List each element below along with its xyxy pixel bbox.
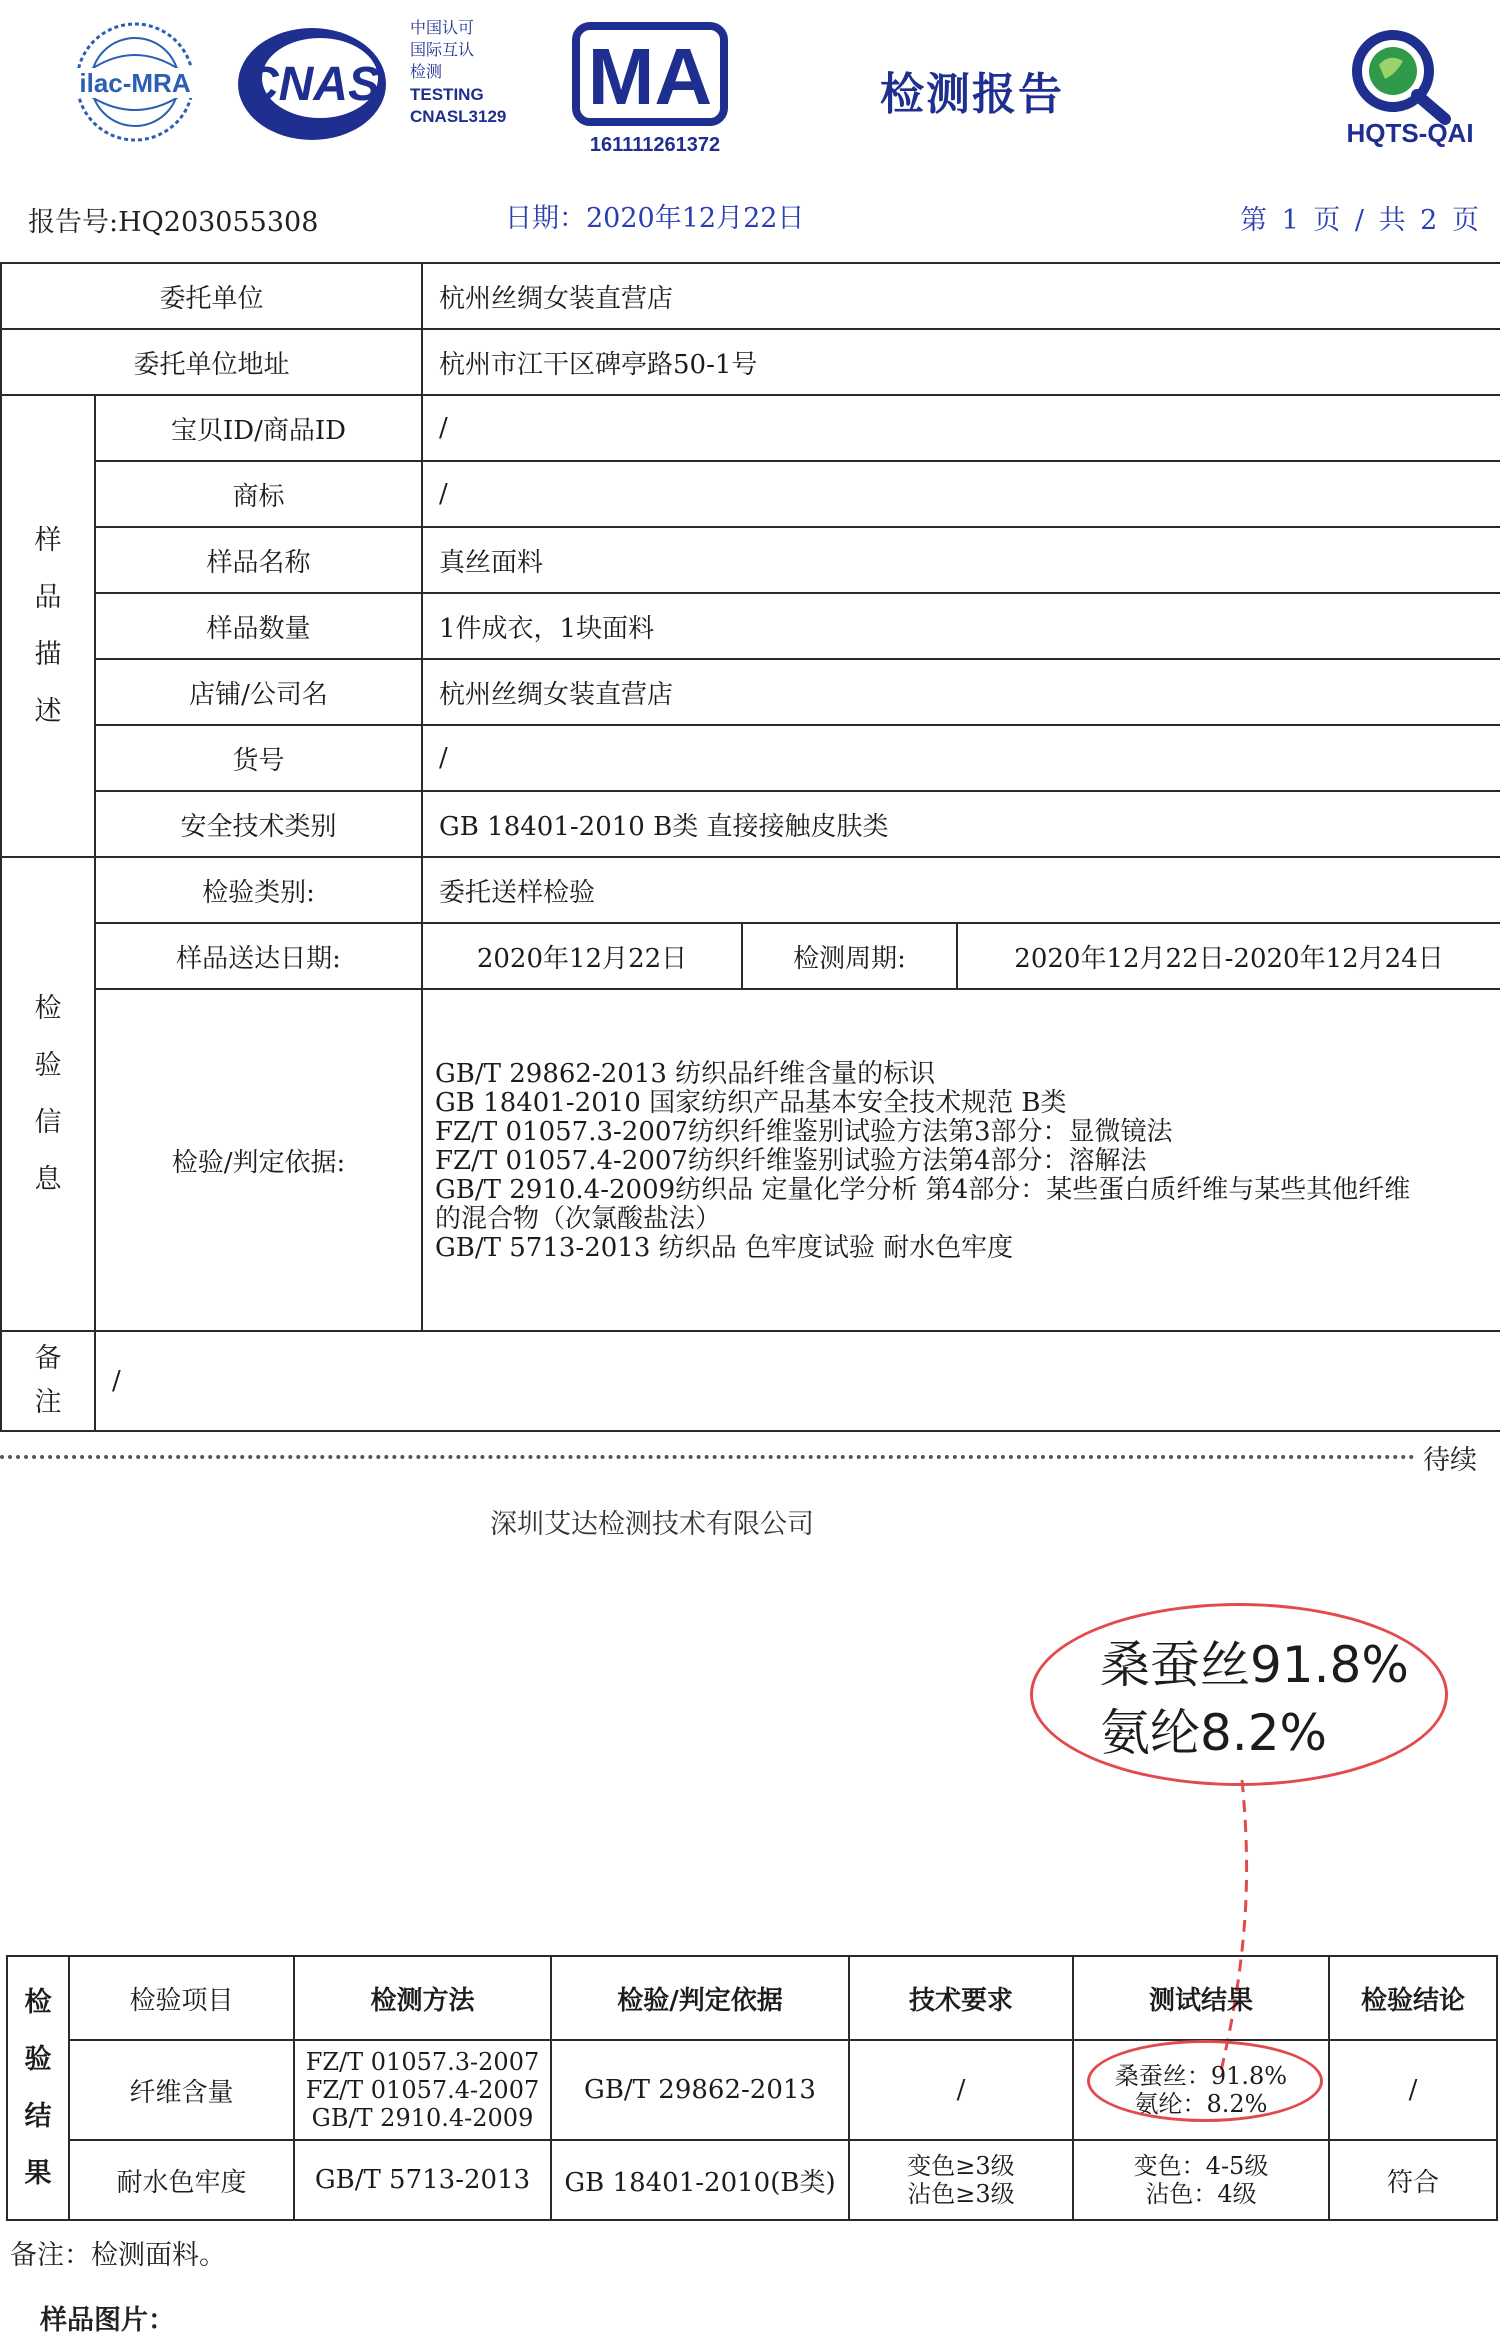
results-remark: 备注：检测面料。 xyxy=(10,2240,226,2271)
svg-text:MA: MA xyxy=(587,32,713,121)
result-basis: GB 18401-2010(B类) xyxy=(551,2140,849,2220)
basis-line: GB/T 29862-2013 纺织品纤维含量的标识 xyxy=(435,1059,936,1089)
header-method: 检测方法 xyxy=(294,1956,551,2040)
result-conclusion: 符合 xyxy=(1329,2140,1497,2220)
basis-line: FZ/T 01057.4-2007纺织纤维鉴别试验方法第4部分：溶解法 xyxy=(435,1146,1147,1176)
sample-field-value: GB 18401-2010 B类 直接接触皮肤类 xyxy=(422,791,1500,857)
result-basis: GB/T 29862-2013 xyxy=(551,2040,849,2140)
result-item: 纤维含量 xyxy=(69,2040,294,2140)
form-row xyxy=(1,329,1500,395)
basis-line: GB 18401-2010 国家纺织产品基本安全技术规范 B类 xyxy=(435,1088,1067,1118)
form-row xyxy=(1,263,1500,329)
sample-group-label: 样品描述 xyxy=(34,525,62,727)
test-type-value: 委托送样检验 xyxy=(422,857,1500,923)
sample-field-label: 货号 xyxy=(95,725,422,791)
sample-field-value: 杭州丝绸女装直营店 xyxy=(422,659,1500,725)
results-group-label: 检验结果 xyxy=(24,1987,52,2189)
result-method xyxy=(294,2040,551,2140)
cnas-info-line: TESTING xyxy=(410,85,484,104)
callout-spandex-percent: 氨纶8.2% xyxy=(1100,1704,1328,1762)
result-requirement: / xyxy=(849,2040,1073,2140)
sample-pictures-heading: 样品图片： xyxy=(40,2305,175,2336)
form-row xyxy=(1,593,1500,659)
form-row xyxy=(1,395,1500,461)
test-group-cell xyxy=(1,857,95,1331)
to-be-continued-label: 待续 xyxy=(1423,1445,1477,1476)
basis-list xyxy=(422,989,1500,1331)
table-row xyxy=(7,2140,1497,2220)
cnas-info-line: 国际互认 xyxy=(410,42,475,59)
hqts-wordmark: HQTS-QAI xyxy=(1346,118,1474,148)
sample-field-value: / xyxy=(422,395,1500,461)
sample-group-cell xyxy=(1,395,95,857)
sample-field-value: 1件成衣，1块面料 xyxy=(422,593,1500,659)
form-row xyxy=(1,527,1500,593)
result-requirement xyxy=(849,2140,1073,2220)
hqts-globe-icon xyxy=(1345,25,1455,125)
cnas-logo xyxy=(222,20,402,150)
result-item: 耐水色牢度 xyxy=(69,2140,294,2220)
arrival-date-label: 样品送达日期: xyxy=(95,923,422,989)
result-line: 氨纶：8.2% xyxy=(1134,2090,1268,2118)
result-conclusion: / xyxy=(1329,2040,1497,2140)
form-row xyxy=(1,989,1500,1331)
remarks-value: / xyxy=(95,1331,1500,1431)
form-row xyxy=(1,857,1500,923)
result-line: 变色：4-5级 xyxy=(1133,2152,1269,2180)
basis-line: GB/T 2910.4-2009纺织品 定量化学分析 第4部分：某些蛋白质纤维与某些其他纤维 xyxy=(435,1175,1411,1205)
result-line: 桑蚕丝：91.8% xyxy=(1114,2062,1288,2090)
sample-field-label: 宝贝ID/商品ID xyxy=(95,395,422,461)
result-value xyxy=(1073,2140,1329,2220)
sample-field-label: 店铺/公司名 xyxy=(95,659,422,725)
result-method: GB/T 5713-2013 xyxy=(294,2140,551,2220)
form-row xyxy=(1,1331,1500,1431)
sample-field-value: / xyxy=(422,461,1500,527)
sample-field-label: 样品数量 xyxy=(95,593,422,659)
method-line: FZ/T 01057.3-2007 xyxy=(305,2048,540,2076)
client-value: 杭州丝绸女装直营店 xyxy=(422,263,1500,329)
sample-field-label: 安全技术类别 xyxy=(95,791,422,857)
form-row xyxy=(1,725,1500,791)
basis-line: FZ/T 01057.3-2007纺织纤维鉴别试验方法第3部分：显微镜法 xyxy=(435,1117,1173,1147)
requirement-line: 沾色≥3级 xyxy=(907,2180,1015,2208)
address-label: 委托单位地址 xyxy=(1,329,422,395)
sample-field-value: 真丝面料 xyxy=(422,527,1500,593)
basis-label: 检验/判定依据: xyxy=(95,989,422,1331)
cma-logo xyxy=(570,18,730,130)
company-name: 深圳艾达检测技术有限公司 xyxy=(490,1509,814,1540)
page-break-divider xyxy=(0,1455,1415,1459)
form-row xyxy=(1,659,1500,725)
report-form-table xyxy=(0,262,1500,1432)
form-row xyxy=(1,791,1500,857)
method-line: GB/T 2910.4-2009 xyxy=(311,2104,534,2132)
results-group-cell xyxy=(7,1956,69,2220)
result-highlight-ellipse xyxy=(1087,2040,1323,2122)
results-header-row xyxy=(7,1956,1497,2040)
remarks-group-label: 备注 xyxy=(34,1343,62,1418)
test-type-label: 检验类别: xyxy=(95,857,422,923)
sample-field-value: / xyxy=(422,725,1500,791)
cma-number: 161111261372 xyxy=(589,134,721,156)
header-result: 测试结果 xyxy=(1073,1956,1329,2040)
report-title: 检测报告 xyxy=(880,69,1064,120)
method-line: FZ/T 01057.4-2007 xyxy=(305,2076,540,2104)
header-basis: 检验/判定依据 xyxy=(551,1956,849,2040)
client-label: 委托单位 xyxy=(1,263,422,329)
cnas-accreditation-info xyxy=(410,18,550,128)
cnas-info-line: 检测 xyxy=(410,64,443,81)
header-requirement: 技术要求 xyxy=(849,1956,1073,2040)
report-number: 报告号:HQ203055308 xyxy=(28,207,319,238)
address-value: 杭州市江干区碑亭路50-1号 xyxy=(422,329,1500,395)
cnas-info-line: CNASL3129 xyxy=(410,107,507,126)
result-line: 沾色：4级 xyxy=(1145,2180,1257,2208)
callout-silk-percent: 桑蚕丝91.8% xyxy=(1100,1636,1409,1694)
sample-field-label: 样品名称 xyxy=(95,527,422,593)
ilac-mra-logo xyxy=(60,20,210,150)
form-row xyxy=(1,923,1500,989)
header-test-item: 检验项目 xyxy=(69,1956,294,2040)
report-date: 日期：2020年12月22日 xyxy=(505,203,805,234)
remarks-group-cell xyxy=(1,1331,95,1431)
sample-field-label: 商标 xyxy=(95,461,422,527)
form-row xyxy=(1,461,1500,527)
page-indicator: 第 1 页 / 共 2 页 xyxy=(1240,205,1482,236)
requirement-line: 变色≥3级 xyxy=(907,2152,1015,2180)
cnas-info-line: 中国认可 xyxy=(410,20,475,37)
svg-text:CNAS: CNAS xyxy=(243,58,381,111)
basis-line: 的混合物（次氯酸盐法） xyxy=(435,1204,722,1234)
test-group-label: 检验信息 xyxy=(34,993,62,1195)
basis-line: GB/T 5713-2013 纺织品 色牢度试验 耐水色牢度 xyxy=(435,1233,1014,1263)
arrival-date-value: 2020年12月22日 xyxy=(422,923,742,989)
test-period-label: 检测周期: xyxy=(742,923,957,989)
header-conclusion: 检验结论 xyxy=(1329,1956,1497,2040)
svg-text:ilac-MRA: ilac-MRA xyxy=(79,68,191,98)
test-period-value: 2020年12月22日-2020年12月24日 xyxy=(957,923,1500,989)
